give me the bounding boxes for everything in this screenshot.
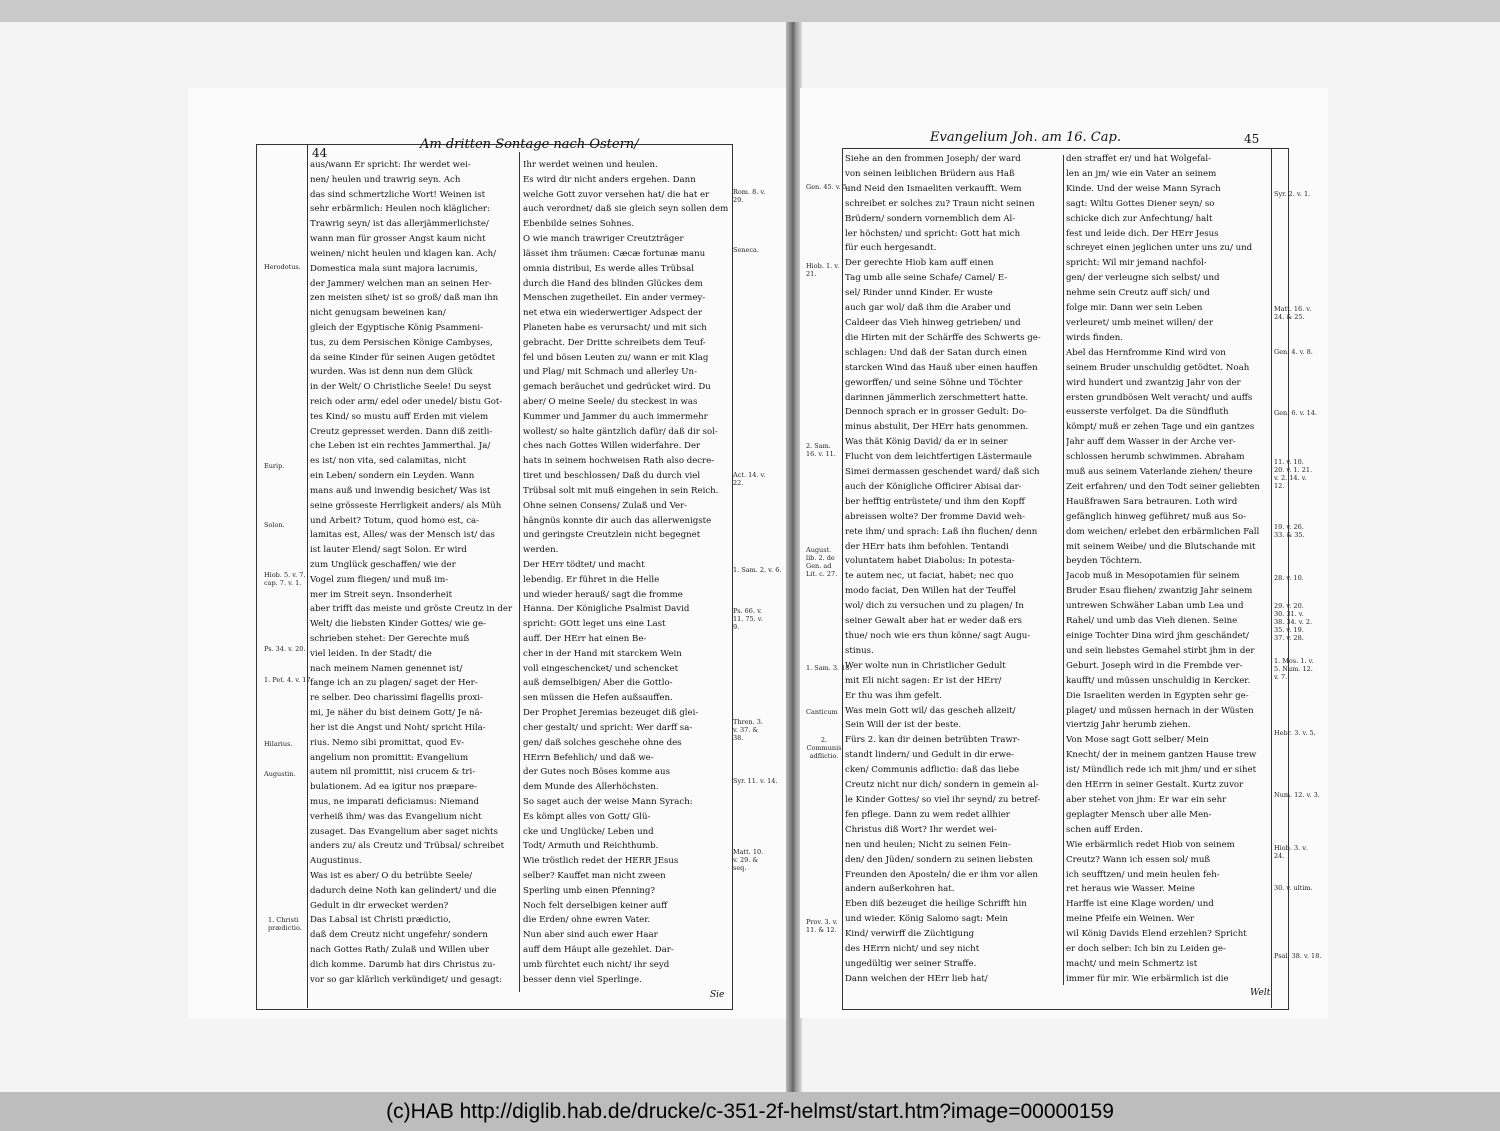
text-line: und wieder. König Salomo sagt: Mein: [845, 914, 1008, 925]
text-line: len an jm/ wie ein Vater an seinem: [1066, 168, 1217, 179]
text-line: muß aus seinem Vaterlande ziehen/ theure: [1066, 467, 1253, 478]
text-line: omnia distribui, Es werde alles Trübsal: [523, 263, 694, 274]
text-line: reich oder arm/ edel oder unedel/ bistu Got-: [310, 397, 503, 407]
text-line: schicke dich zur Anfechtung/ halt: [1066, 213, 1213, 224]
margin-note: Hiob. 3. v. 24.: [1274, 844, 1308, 860]
text-line: Trübsal solt mit muß eingehen in sein Reich.: [523, 485, 719, 496]
text-line: che Leben ist ein rechtes Jammerthal. Ja/: [310, 441, 491, 452]
text-line: Domestica mala sunt majora lacrumis,: [310, 263, 478, 274]
text-line: ich seufftzen/ und mein heulen feh-: [1066, 869, 1220, 880]
text-line: welche Gott zuvor versehen hat/ die hat er: [523, 189, 710, 200]
text-line: Trawrig seyn/ ist das allerjämmerlichste/: [310, 219, 489, 230]
text-line: darinnen jämmerlich zerschmettert hatte.: [845, 392, 1029, 403]
margin-note: Gen. 4. v. 8.: [1274, 348, 1313, 356]
text-line: angelium non promittit: Evangelium: [310, 752, 469, 763]
right-column-2: [1066, 152, 1270, 987]
text-line: auch der Königliche Officirer Abisai dar-: [845, 481, 1022, 492]
text-line: te autem nec, ut faciat, habet; nec quo: [845, 571, 1014, 582]
text-line: schreibet er solches zu? Traun nicht seinen: [845, 198, 1035, 209]
text-line: seinem Bruder unschuldig getödtet. Noah: [1066, 362, 1250, 373]
text-line: mans auß und inwendig besichet/ Was ist: [310, 485, 491, 496]
text-line: Kinde. Und der weise Mann Syrach: [1066, 183, 1221, 194]
margin-note: 2. Communis adflictio.: [806, 736, 842, 760]
margin-note: 1. Pet. 4. v. 17.: [264, 676, 313, 684]
text-line: umb fürchtet euch nicht/ ihr seyd: [523, 959, 670, 970]
text-line: seiner Gewalt aber hat er weder daß ers: [845, 616, 1022, 627]
text-line: cher in der Hand mit starckem Wein: [523, 648, 682, 659]
text-line: plaget/ und müssen hernach in der Wüsten: [1066, 705, 1254, 716]
text-line: spricht: GOtt leget uns eine Last: [523, 619, 666, 630]
text-line: selber? Kauffet man nicht zween: [523, 871, 666, 881]
text-line: viel leiden. In der Stadt/ die: [310, 648, 432, 659]
text-line: net etwa ein wiederwertiger Adspect der: [523, 308, 703, 319]
margin-note: Ps. 34. v. 20.: [264, 645, 306, 653]
text-line: dom weichen/ erlebet den erbärmlichen Fall: [1066, 526, 1260, 537]
text-line: sehr erbärmlich: Heulen noch kläglicher:: [310, 204, 490, 215]
margin-note: 1. Sam. 2. v. 6.: [733, 566, 782, 574]
text-line: eusserste verfolget. Da die Sündfluth: [1066, 407, 1229, 418]
margin-note: Hebr. 3. v. 5.: [1274, 729, 1316, 737]
margin-note: Prov. 3. v. 11. & 12.: [806, 918, 838, 934]
left-column-rule: [519, 152, 520, 992]
text-line: Creutz nicht nur dich/ sondern in gemein al-: [845, 780, 1039, 791]
margin-note: 1. Christi prædictio.: [268, 916, 302, 932]
text-line: schlossen herumb schwimmen. Abraham: [1066, 452, 1245, 463]
right-column-rule: [1063, 155, 1064, 985]
text-line: Nun aber sind auch ewer Haar: [523, 930, 658, 941]
margin-note: 11. v. 10. 20. v. 1. 21. v. 2. 14. v. 12.: [1274, 458, 1313, 490]
text-line: Kind/ verwirff die Züchtigung: [845, 929, 975, 940]
text-line: und sein liebstes Gemahel stirbt jhm in der: [1066, 645, 1255, 656]
margin-note: Hiob. 1. v. 21.: [806, 262, 840, 278]
margin-note: Matt. 16. v. 24. & 25.: [1274, 305, 1312, 321]
text-line: Caldeer das Vieh hinweg getrieben/ und: [845, 317, 1021, 328]
text-line: Die Israeliten werden in Egypten sehr ge-: [1066, 690, 1249, 701]
text-line: wirds finden.: [1066, 332, 1123, 343]
text-line: besser denn viel Sperlinge.: [523, 974, 642, 985]
text-line: Haußfrawen Sara betrauren. Loth wird: [1066, 496, 1238, 507]
text-line: Ebenbilde seines Sohnes.: [523, 219, 635, 230]
text-line: es ist/ non vita, sed calamitas, nicht: [310, 456, 467, 467]
text-line: Gedult in dir erwecket werden?: [310, 900, 449, 911]
text-line: Welt/ die liebsten Kinder Gottes/ wie ge-: [310, 619, 487, 630]
text-line: gen/ daß solches geschehe ohne des: [523, 737, 682, 748]
text-line: Abel das Hernfromme Kind wird von: [1066, 347, 1226, 358]
text-line: viertzig Jahr herumb ziehen.: [1066, 720, 1191, 731]
text-line: ungedültig wer seiner Straffe.: [845, 958, 977, 969]
text-line: aber trifft das meiste und gröste Creutz in der: [310, 604, 513, 615]
margin-note: Ps. 66. v. 11. 75. v. 9.: [733, 607, 763, 631]
margin-note: Gen. 6. v. 14.: [1274, 409, 1317, 417]
text-line: Geburt. Joseph wird in die Frembde ver-: [1066, 660, 1243, 671]
text-line: aus/wann Er spricht: Ihr werdet wei-: [310, 160, 471, 170]
text-line: O wie manch trawriger Creutzträger: [523, 234, 684, 245]
text-line: Vogel zum fliegen/ und muß im-: [310, 574, 449, 585]
text-line: Simei dermassen geschendet ward/ daß sich: [845, 467, 1040, 478]
text-line: thue/ noch wie ers thun könne/ sagt Augu-: [845, 631, 1031, 641]
margin-note: Herodotus.: [264, 263, 301, 271]
text-line: von seinen leiblichen Brüdern aus Haß: [845, 168, 1015, 179]
text-line: Christus diß Wort? Ihr werdet wei-: [845, 824, 997, 835]
margin-note: 28. v. 10.: [1274, 574, 1304, 582]
text-line: die Erden/ ohne ewren Vater.: [523, 915, 651, 926]
text-line: mit seinem Weibe/ und die Blutschande mit: [1066, 541, 1256, 552]
text-line: Von Mose sagt Gott selber/ Mein: [1066, 735, 1209, 746]
text-line: den straffet er/ und hat Wolgefal-: [1066, 154, 1212, 164]
text-line: verleuret/ umb meinet willen/ der: [1066, 317, 1213, 328]
text-line: modo faciat, Den Willen hat der Teuffel: [845, 586, 1017, 597]
margin-note: Syr. 11. v. 14.: [733, 777, 778, 785]
text-line: da seine Kinder für seinen Augen getödtet: [310, 352, 496, 363]
text-line: lebendig. Er führet in die Helle: [523, 574, 660, 585]
margin-note: Seneca.: [733, 246, 759, 254]
text-line: schrieben stehet: Der Gerechte muß: [310, 634, 470, 644]
top-scan-bar: [0, 0, 1500, 22]
text-line: Tag umb alle seine Schafe/ Camel/ E-: [845, 273, 1008, 284]
text-line: nicht genugsam beweinen kan/: [310, 308, 446, 319]
text-line: ersten grundbösen Welt veracht/ und auffs: [1066, 392, 1253, 403]
text-line: mi, Je näher du bist deinem Gott/ Je nä-: [310, 708, 483, 719]
text-line: auff dem Häupt alle gezehlet. Dar-: [523, 945, 674, 956]
text-line: durch die Hand des blinden Glückes dem: [523, 278, 703, 289]
text-line: anders zu/ als Creutz und Trübsal/ schreibet: [310, 841, 505, 852]
text-line: seine grösseste Herrligkeit anders/ als Müh: [310, 500, 502, 511]
text-line: dadurch deine Noth kan gelindert/ und die: [310, 885, 497, 896]
text-line: fest und leide dich. Der HErr Jesus: [1066, 228, 1219, 239]
text-line: sen müssen die Hefen außsauffen.: [523, 693, 673, 704]
text-line: untrewen Schwäher Laban umb Lea und: [1066, 601, 1244, 612]
text-line: Ohne seinen Consens/ Zulaß und Ver-: [523, 500, 688, 511]
text-line: abreissen wolte? Der fromme David weh-: [845, 511, 1026, 522]
text-line: gemach beräuchet und gedrücket wird. Du: [523, 382, 711, 393]
text-line: für euch hergesandt.: [845, 243, 937, 254]
text-line: das sind schmertzliche Wort! Weinen ist: [310, 189, 486, 200]
text-line: nach meinem Namen genennet ist/: [310, 663, 463, 674]
text-line: geworffen/ und seine Söhne und Töchter: [845, 377, 1023, 388]
text-line: mer im Streit seyn. Insonderheit: [310, 589, 453, 600]
text-line: ber hefftig entrüstete/ und ihm den Kopff: [845, 496, 1025, 507]
text-line: und geringste Creutzlein nicht begegnet: [523, 530, 701, 541]
text-line: Zeit erfahren/ und den Todt seiner geliebten: [1066, 481, 1260, 492]
text-line: immer für mir. Wie erbärmlich ist die: [1066, 973, 1229, 984]
text-line: schreyet einen jeglichen unter uns zu/ und: [1066, 243, 1253, 254]
text-line: Es kömpt alles von Gott/ Glü-: [523, 811, 651, 822]
text-line: minus abstulit, Der HErr hats genommen.: [845, 422, 1029, 433]
margin-note: 30. v. ultim.: [1274, 884, 1313, 892]
text-line: Wer wolte nun in Christlicher Gedult: [845, 660, 1006, 671]
text-line: Brüdern/ sondern vornemblich dem Al-: [845, 213, 1016, 224]
right-margin-rule: [1271, 148, 1272, 1008]
text-line: der Gutes noch Böses komme aus: [523, 767, 670, 778]
text-line: nach Gottes Rath/ Zulaß und Willen uber: [310, 945, 489, 956]
text-line: Fürs 2. kan dir deinen betrübten Trawr-: [845, 735, 1020, 746]
text-line: rete ihm/ und sprach: Laß ihn fluchen/ denn: [845, 526, 1038, 537]
margin-note: Gen. 45. v. 5.: [806, 183, 849, 191]
text-line: Menschen zugetheilet. Ein ander vermey-: [523, 293, 706, 304]
text-line: wann man für grosser Angst kaum nicht: [310, 234, 486, 245]
margin-note: Rom. 8. v. 29.: [733, 188, 766, 204]
text-line: spricht: Wil mir jemand nachfol-: [1066, 258, 1207, 269]
text-line: Das Labsal ist Christi prædictio,: [310, 915, 452, 926]
text-line: Was mein Gott wil/ das gescheh allzeit/: [845, 705, 1016, 716]
text-line: Kummer und Jammer du auch immermehr: [523, 411, 708, 422]
text-line: autem nil promittit, nisi crucem & tri-: [310, 767, 476, 778]
text-line: gefänglich hinweg geführet/ muß aus So-: [1066, 511, 1247, 522]
text-line: des HErrn nicht/ und sey nicht: [845, 944, 980, 955]
text-line: fange ich an zu plagen/ saget der Her-: [310, 678, 478, 689]
text-line: weinen/ nicht heulen und klagen kan. Ach/: [310, 248, 497, 259]
margin-note: Augustin.: [264, 770, 296, 778]
text-line: tiret und beschlossen/ Daß du durch viel: [523, 471, 701, 482]
margin-note: August. lib. 2. de Gen. ad Lit. c. 27.: [806, 546, 838, 578]
text-line: wird hundert und zwantzig Jahr von der: [1066, 377, 1241, 388]
text-line: dich komme. Darumb hat dirs Christus zu-: [310, 959, 496, 970]
text-line: den/ den Jüden/ sondern zu seinen liebsten: [845, 854, 1033, 865]
text-line: Augustinus.: [310, 856, 362, 867]
text-line: Der gerechte Hiob kam auff einen: [845, 258, 994, 269]
footer-credit: (c)HAB http://diglib.hab.de/drucke/c-351-2f-helmst/start.htm?image=00000159: [0, 1092, 1500, 1131]
text-line: bulationem. Ad ea igitur nos præpare-: [310, 782, 477, 793]
text-line: sel/ Rinder unnd Kinder. Er wuste: [845, 288, 993, 299]
text-line: Todt/ Armuth und Reichthumb.: [523, 841, 659, 852]
text-line: tus, zu dem Persischen Könige Cambyses,: [310, 337, 493, 348]
text-line: Der Prophet Jeremias bezeuget diß glei-: [523, 708, 699, 719]
margin-note: Matt. 10. v. 29. & seq.: [733, 848, 764, 872]
text-line: Siehe an den frommen Joseph/ der ward: [845, 154, 1021, 164]
text-line: daß dem Creutz nicht ungefehr/ sondern: [310, 930, 488, 941]
text-line: nen/ heulen und trawrig seyn. Ach: [310, 174, 461, 185]
text-line: Harffe ist eine Klage worden/ und: [1066, 899, 1214, 910]
text-line: wol/ dich zu versuchen und zu plagen/ In: [845, 601, 1024, 612]
text-line: Jacob muß in Mesopotamien für seinem: [1066, 571, 1240, 582]
text-line: Hanna. Der Königliche Psalmist David: [523, 604, 690, 615]
text-line: mus, ne imparati deficiamus: Niemand: [310, 796, 479, 807]
text-line: ist/ Mündlich rede ich mit jhm/ und er sihet: [1066, 765, 1257, 776]
text-line: Eben diß bezeuget die heilige Schrifft hin: [845, 899, 1027, 910]
text-line: starcken Wind das Hauß uber einen hauffen: [845, 362, 1038, 373]
margin-note: 19. v. 26. 33. & 35.: [1274, 523, 1305, 539]
margin-note: Num. 12. v. 3.: [1274, 791, 1320, 799]
text-line: den HErrn in seiner Gestalt. Kurtz zuvor: [1066, 780, 1244, 791]
text-line: und Plag/ mit Schmach und allerley Un-: [523, 367, 697, 378]
text-line: Rahel/ und umb das Vieh dienen. Seine: [1066, 616, 1238, 627]
margin-note: Hiob. 5. v. 7. cap. 7. v. 1.: [264, 571, 306, 587]
text-line: auff. Der HErr hat einen Be-: [523, 634, 647, 644]
text-line: hats in seinem hochweisen Rath also decre-: [523, 456, 715, 467]
text-line: Sein Will der ist der beste.: [845, 720, 962, 731]
text-line: und wieder herauß/ sagt die fromme: [523, 589, 683, 600]
text-line: lässet ihm träumen: Cæcæ fortunæ manu: [523, 248, 706, 259]
text-line: und Arbeit? Totum, quod homo est, ca-: [310, 515, 480, 526]
text-line: gen/ der verleugne sich selbst/ und: [1066, 273, 1220, 284]
text-line: gleich der Egyptische König Psammeni-: [310, 322, 484, 333]
text-line: Was ist es aber/ O du betrübte Seele/: [310, 871, 473, 881]
text-line: der HErr hats ihm befohlen. Tentandi: [845, 541, 1009, 552]
margin-note: Eurip.: [264, 462, 285, 470]
left-margin-rule: [307, 144, 308, 1008]
text-line: fel und bösen Leuten zu/ wann er mit Klag: [523, 352, 709, 363]
text-line: nen und heulen; Nicht zu seinen Fein-: [845, 839, 1011, 850]
text-line: kaufft/ und müssen unschuldig in Kercker.: [1066, 675, 1251, 686]
left-column-1: [310, 158, 518, 988]
text-line: ches nach Gottes Willen widerfahre. Der: [523, 441, 701, 452]
text-line: Knecht/ der in meinem gantzen Hause trew: [1066, 750, 1257, 761]
text-line: Es wird dir nicht anders ergehen. Dann: [523, 174, 696, 185]
margin-note: Psal. 38. v. 18.: [1274, 952, 1322, 960]
left-column-2: [523, 158, 730, 988]
text-line: Er thu was ihm gefelt.: [845, 690, 942, 701]
text-line: geplagter Mensch uber alle Men-: [1066, 809, 1212, 820]
margin-note: Act. 14. v. 22.: [733, 471, 766, 487]
text-line: wil König Davids Elend erzehlen? Spricht: [1066, 929, 1247, 940]
text-line: ret heraus wie Wasser. Meine: [1066, 884, 1195, 895]
margin-note: Solon.: [264, 521, 285, 529]
text-line: Freunden den Aposteln/ die er ihm vor allen: [845, 869, 1038, 880]
text-line: aber stehet von jhm: Er war ein sehr: [1066, 794, 1227, 805]
text-line: Der HErr tödtet/ und macht: [523, 559, 645, 570]
text-line: macht/ und mein Schmertz ist: [1066, 958, 1198, 969]
text-line: und Neid den Ismaeliten verkaufft. Wem: [845, 183, 1022, 194]
text-line: tes Kind/ so mustu auff Erden mit vielem: [310, 411, 489, 422]
text-line: lamitas est, Alles/ was der Mensch ist/ das: [310, 530, 495, 541]
right-page-number: 45: [1244, 132, 1260, 146]
text-line: Ihr werdet weinen und heulen.: [523, 160, 658, 170]
margin-note: Hilarius.: [264, 740, 293, 748]
text-line: Flucht von dem leichtfertigen Lästermaule: [845, 452, 1032, 463]
text-line: der Jammer/ welchen man an seinen Her-: [310, 278, 492, 289]
text-line: wollest/ so halte gäntzlich dafür/ daß dir sol-: [523, 426, 718, 437]
text-line: zum Unglück geschaffen/ wie der: [310, 559, 456, 570]
text-line: auch gar wol/ daß ihm die Araber und: [845, 303, 1011, 314]
text-line: ler höchsten/ und spricht: Gott hat mich: [845, 228, 1021, 239]
text-line: Planeten habe es verursacht/ und mit sich: [523, 322, 707, 333]
margin-note: 2. Sam. 16. v. 11.: [806, 442, 836, 458]
text-line: mit Eli nicht sagen: Er ist der HErr/: [845, 675, 1002, 686]
text-line: zen meisten sihet/ ist so groß/ daß man ihn: [310, 293, 499, 304]
text-line: dem Munde des Allerhöchsten.: [523, 782, 659, 793]
text-line: er doch selber: Ich bin zu Leiden ge-: [1066, 944, 1226, 955]
text-line: einige Tochter Dina wird jhm geschändet/: [1066, 631, 1249, 641]
text-line: ein Leben/ sondern ein Leyden. Wann: [310, 471, 475, 482]
left-catchword: Sie: [710, 990, 725, 1000]
margin-note: Canticum: [806, 708, 838, 716]
text-line: nehme sein Creutz auff sich/ und: [1066, 288, 1210, 299]
text-line: Wie tröstlich redet der HERR JEsus: [523, 856, 679, 867]
text-line: hängnüs konnte dir auch das allerwenigste: [523, 515, 712, 526]
margin-note: Syr. 2. v. 1.: [1274, 190, 1311, 198]
text-line: cken/ Communis adflictio: daß das liebe: [845, 765, 1020, 776]
text-line: auß demselbigen/ Aber die Gottlo-: [523, 678, 673, 689]
text-line: Noch felt derselbigen keiner auff: [523, 900, 668, 911]
right-catchword: Welt: [1250, 988, 1271, 998]
text-line: sagt: Wiltu Gottes Diener seyn/ so: [1066, 198, 1215, 209]
text-line: voll eingeschencket/ und schencket: [523, 663, 679, 674]
text-line: auch verordnet/ daß sie gleich seyn sollen dem: [523, 204, 729, 215]
text-line: Jahr auff dem Wasser in der Arche ver-: [1066, 437, 1236, 448]
text-line: ist lauter Elend/ sagt Solon. Er wird: [310, 545, 467, 556]
text-line: schen auff Erden.: [1066, 824, 1143, 835]
text-line: her ist die Angst und Noht/ spricht Hila-: [310, 722, 486, 733]
margin-note: 1. Sam. 3. 18.: [806, 664, 852, 672]
margin-note: Thren. 3. v. 37. & 38.: [733, 718, 763, 742]
text-line: die Hirten mit der Schärffe des Schwerts ge-: [845, 332, 1041, 343]
text-line: Wie erbärmlich redet Hiob von seinem: [1066, 839, 1235, 850]
text-line: Creutz gepresset werden. Dann diß zeitli-: [310, 426, 493, 437]
margin-note: 29. v. 20. 30. 31. v. 38. 34. v. 2. 35. v. 19. 37. v. 28.: [1274, 602, 1313, 642]
text-line: voluntatem habet Diabolus: In potesta-: [845, 556, 1015, 567]
text-line: kömpt/ muß er zehen Tage und ein gantzes: [1066, 422, 1255, 433]
right-running-header: Evangelium Joh. am 16. Cap.: [930, 130, 1121, 145]
text-line: Was thät König David/ da er in seiner: [845, 437, 1008, 448]
text-line: schlagen: Und daß der Satan durch einen: [845, 347, 1027, 358]
text-line: gebracht. Der Dritte schreibets dem Teuf-: [523, 337, 706, 348]
text-line: Creutz? Wann ich essen sol/ muß: [1066, 854, 1211, 865]
text-line: andern außerkohren hat.: [845, 884, 955, 895]
text-line: folge mir. Dann wer sein Leben: [1066, 303, 1203, 314]
text-line: Bruder Esau fliehen/ zwantzig Jahr seinem: [1066, 586, 1253, 597]
text-line: Dann welchen der HErr lieb hat/: [845, 973, 988, 984]
text-line: verheiß ihm/ was das Evangelium nicht: [310, 811, 482, 822]
text-line: le Kinder Gottes/ so viel ihr seynd/ zu betref-: [845, 794, 1041, 805]
right-column-1: [845, 152, 1062, 987]
text-line: Dennoch sprach er in grosser Gedult: Do-: [845, 407, 1027, 418]
text-line: aber/ O meine Seele/ du steckest in was: [523, 397, 698, 407]
text-line: vor so gar klärlich verkündiget/ und gesagt:: [310, 974, 502, 985]
text-line: cke und Unglücke/ Leben und: [523, 826, 654, 837]
text-line: stinus.: [845, 645, 874, 656]
text-line: beyden Töchtern.: [1066, 556, 1143, 567]
text-line: werden.: [523, 545, 559, 556]
text-line: fen pflege. Dann zu wem redet allhier: [845, 809, 1010, 820]
margin-note: 1. Mos. 1. v. 5. Num. 12. v. 7.: [1274, 657, 1314, 681]
text-line: standt lindern/ und Gedult in dir erwe-: [845, 750, 1014, 761]
text-line: wurden. Was ist denn nun dem Glück: [310, 367, 473, 378]
text-line: zusaget. Das Evangelium aber saget nichts: [310, 826, 498, 837]
text-line: HErrn Befehlich/ und daß we-: [523, 752, 654, 763]
text-line: meine Pfeife ein Weinen. Wer: [1066, 914, 1195, 925]
text-line: rius. Nemo sibi promittat, quod Ev-: [310, 737, 465, 748]
text-line: Sperling umb einen Pfenning?: [523, 885, 655, 896]
left-page-number: 44: [312, 146, 328, 160]
text-line: in der Welt/ O Christliche Seele! Du seyst: [310, 382, 492, 393]
text-line: re selber. Deo charissimi flagellis proxi-: [310, 693, 483, 704]
left-running-header: Am dritten Sontage nach Ostern/: [420, 137, 639, 152]
text-line: cher gestalt/ und spricht: Wer darff sa-: [523, 722, 693, 733]
text-line: So saget auch der weise Mann Syrach:: [523, 796, 693, 807]
